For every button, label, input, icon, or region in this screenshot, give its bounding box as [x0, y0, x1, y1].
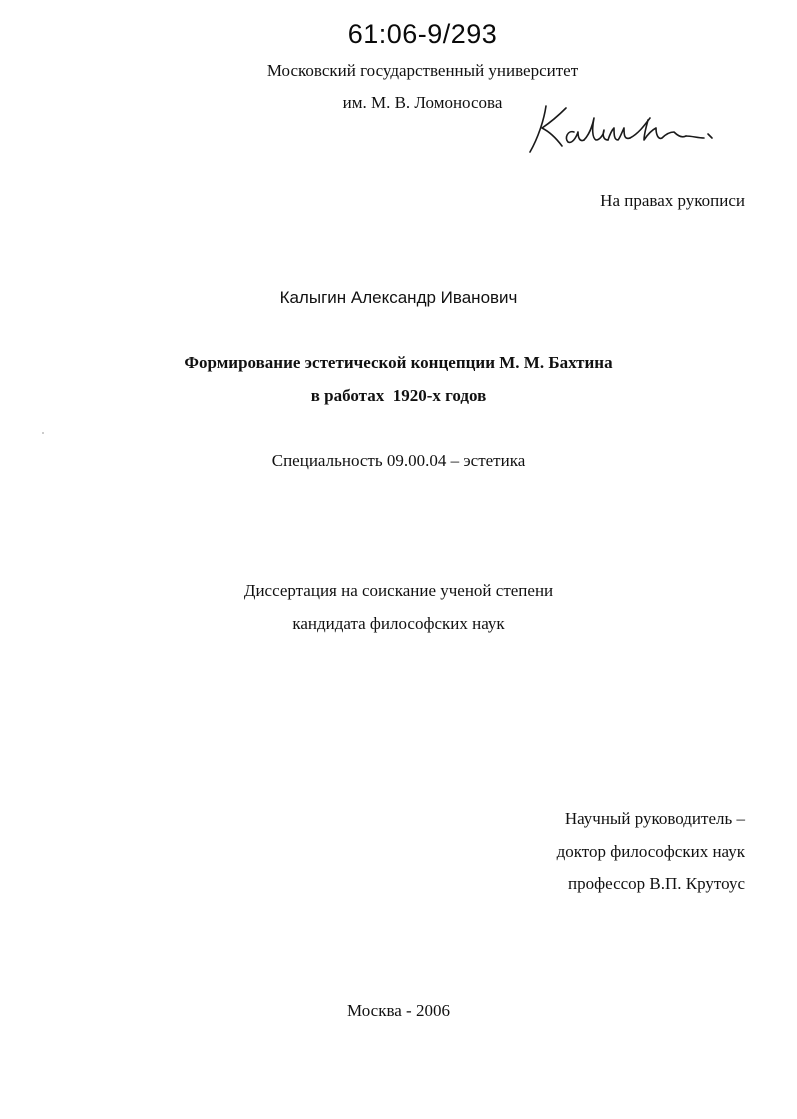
degree-line1: Диссертация на соискание ученой степени	[243, 581, 554, 600]
thesis-title-line1: Формирование эстетической концепции М. М. Бахтина	[184, 353, 613, 372]
degree-line2: кандидата философских наук	[292, 614, 505, 633]
specialty: Специальность 09.00.04 – эстетика	[271, 451, 526, 470]
city-year: Москва - 2006	[347, 1001, 450, 1020]
thesis-title-line2: в работах 1920-х годов	[310, 386, 487, 405]
university-name: Московский государственный университет	[266, 61, 579, 80]
scan-speck	[42, 432, 44, 434]
university-subtitle: им. М. В. Ломоносова	[342, 93, 503, 112]
handwritten-signature	[526, 98, 726, 162]
catalog-number-stamp: 61:06-9/293	[347, 19, 498, 49]
author-name: Калыгин Александр Иванович	[279, 288, 518, 307]
rights-note: На правах рукописи	[600, 191, 745, 210]
supervisor-role: Научный руководитель –	[564, 809, 745, 828]
supervisor-degree: доктор философских наук	[556, 842, 745, 861]
supervisor-name: профессор В.П. Крутоус	[567, 874, 745, 893]
